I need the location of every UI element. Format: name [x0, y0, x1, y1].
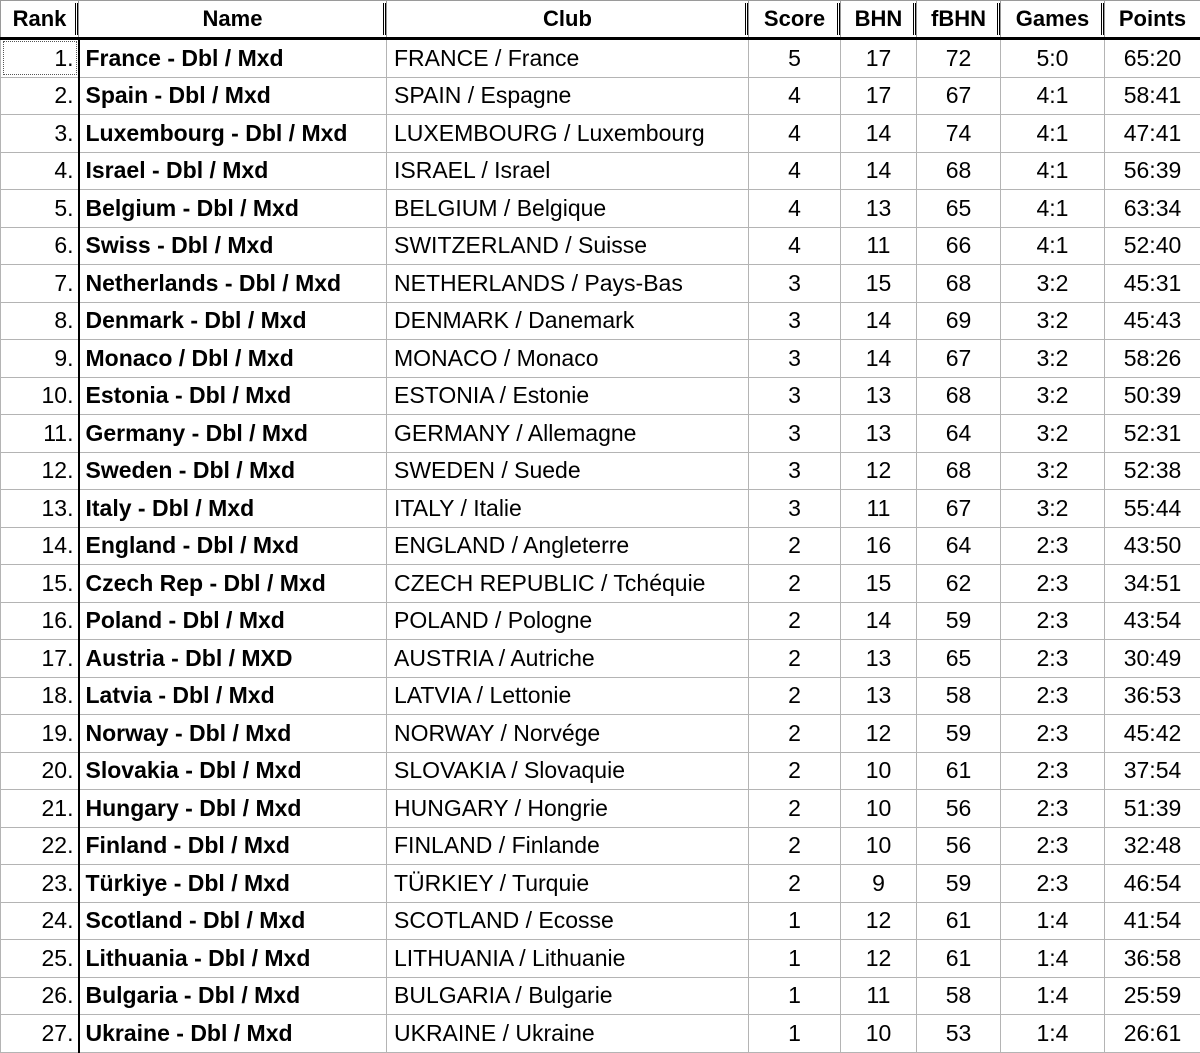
- points-cell[interactable]: 26:61: [1105, 1015, 1200, 1053]
- rank-cell[interactable]: 19.: [1, 715, 79, 753]
- name-cell[interactable]: Estonia - Dbl / Mxd: [79, 377, 387, 415]
- table-row: [1, 527, 1200, 565]
- rank-cell[interactable]: 17.: [1, 640, 79, 678]
- rank-cell[interactable]: 24.: [1, 902, 79, 940]
- rank-cell[interactable]: 2.: [1, 77, 79, 115]
- name-cell[interactable]: Austria - Dbl / MXD: [79, 640, 387, 678]
- name-cell[interactable]: Israel - Dbl / Mxd: [79, 152, 387, 190]
- games-cell[interactable]: 3:2: [1001, 340, 1105, 378]
- rank-cell[interactable]: 14.: [1, 527, 79, 565]
- club-cell[interactable]: DENMARK / Danemark: [387, 302, 749, 340]
- score-cell[interactable]: 2: [749, 827, 841, 865]
- bhn-cell[interactable]: 12: [841, 452, 917, 490]
- table-row: [1, 865, 1200, 903]
- fbhn-cell[interactable]: 61: [917, 940, 1001, 978]
- bhn-cell[interactable]: 11: [841, 977, 917, 1015]
- bhn-cell[interactable]: 14: [841, 340, 917, 378]
- name-cell[interactable]: Lithuania - Dbl / Mxd: [79, 940, 387, 978]
- name-cell[interactable]: Türkiye - Dbl / Mxd: [79, 865, 387, 903]
- club-cell[interactable]: CZECH REPUBLIC / Tchéquie: [387, 565, 749, 603]
- table-body: [1, 39, 1200, 1053]
- score-cell[interactable]: 2: [749, 677, 841, 715]
- score-cell[interactable]: 1: [749, 902, 841, 940]
- bhn-cell[interactable]: 13: [841, 377, 917, 415]
- table-row: [1, 602, 1200, 640]
- rank-cell[interactable]: 12.: [1, 452, 79, 490]
- rank-cell[interactable]: 25.: [1, 940, 79, 978]
- bhn-cell[interactable]: 14: [841, 602, 917, 640]
- games-cell[interactable]: 4:1: [1001, 190, 1105, 228]
- score-cell[interactable]: 1: [749, 977, 841, 1015]
- column-header-games[interactable]: Games: [1001, 1, 1105, 39]
- table-row: [1, 302, 1200, 340]
- points-cell[interactable]: 47:41: [1105, 115, 1200, 153]
- table-row: [1, 77, 1200, 115]
- bhn-cell[interactable]: 13: [841, 415, 917, 453]
- games-cell[interactable]: 1:4: [1001, 902, 1105, 940]
- club-cell[interactable]: NETHERLANDS / Pays-Bas: [387, 265, 749, 303]
- name-cell[interactable]: Germany - Dbl / Mxd: [79, 415, 387, 453]
- club-cell[interactable]: FINLAND / Finlande: [387, 827, 749, 865]
- table-row: [1, 377, 1200, 415]
- games-cell[interactable]: 4:1: [1001, 77, 1105, 115]
- bhn-cell[interactable]: 11: [841, 227, 917, 265]
- score-cell[interactable]: 3: [749, 377, 841, 415]
- table-row: [1, 340, 1200, 378]
- club-cell[interactable]: NORWAY / Norvége: [387, 715, 749, 753]
- games-cell[interactable]: 2:3: [1001, 790, 1105, 828]
- name-cell[interactable]: Finland - Dbl / Mxd: [79, 827, 387, 865]
- bhn-cell[interactable]: 16: [841, 527, 917, 565]
- fbhn-cell[interactable]: 56: [917, 790, 1001, 828]
- column-header-points[interactable]: Points: [1105, 1, 1200, 39]
- score-cell[interactable]: 2: [749, 715, 841, 753]
- club-cell[interactable]: BELGIUM / Belgique: [387, 190, 749, 228]
- fbhn-cell[interactable]: 59: [917, 602, 1001, 640]
- points-cell[interactable]: 37:54: [1105, 752, 1200, 790]
- fbhn-cell[interactable]: 67: [917, 77, 1001, 115]
- score-cell[interactable]: 4: [749, 115, 841, 153]
- points-cell[interactable]: 43:54: [1105, 602, 1200, 640]
- name-cell[interactable]: Norway - Dbl / Mxd: [79, 715, 387, 753]
- table-row: [1, 115, 1200, 153]
- fbhn-cell[interactable]: 72: [917, 39, 1001, 78]
- club-cell[interactable]: HUNGARY / Hongrie: [387, 790, 749, 828]
- club-cell[interactable]: AUSTRIA / Autriche: [387, 640, 749, 678]
- table-row: [1, 715, 1200, 753]
- rank-cell[interactable]: 10.: [1, 377, 79, 415]
- games-cell[interactable]: 4:1: [1001, 227, 1105, 265]
- name-cell[interactable]: Poland - Dbl / Mxd: [79, 602, 387, 640]
- points-cell[interactable]: 55:44: [1105, 490, 1200, 528]
- fbhn-cell[interactable]: 67: [917, 490, 1001, 528]
- games-cell[interactable]: 2:3: [1001, 752, 1105, 790]
- score-cell[interactable]: 2: [749, 865, 841, 903]
- games-cell[interactable]: 4:1: [1001, 115, 1105, 153]
- table-row: [1, 490, 1200, 528]
- rank-cell[interactable]: 16.: [1, 602, 79, 640]
- score-cell[interactable]: 1: [749, 1015, 841, 1053]
- score-cell[interactable]: 2: [749, 602, 841, 640]
- fbhn-cell[interactable]: 59: [917, 865, 1001, 903]
- rank-cell[interactable]: 18.: [1, 677, 79, 715]
- score-cell[interactable]: 3: [749, 490, 841, 528]
- rank-cell[interactable]: 8.: [1, 302, 79, 340]
- points-cell[interactable]: 50:39: [1105, 377, 1200, 415]
- club-cell[interactable]: SPAIN / Espagne: [387, 77, 749, 115]
- club-cell[interactable]: ENGLAND / Angleterre: [387, 527, 749, 565]
- points-cell[interactable]: 45:31: [1105, 265, 1200, 303]
- bhn-cell[interactable]: 10: [841, 790, 917, 828]
- club-cell[interactable]: SCOTLAND / Ecosse: [387, 902, 749, 940]
- name-cell[interactable]: Netherlands - Dbl / Mxd: [79, 265, 387, 303]
- bhn-cell[interactable]: 15: [841, 565, 917, 603]
- bhn-cell[interactable]: 10: [841, 752, 917, 790]
- fbhn-cell[interactable]: 67: [917, 340, 1001, 378]
- score-cell[interactable]: 3: [749, 415, 841, 453]
- fbhn-cell[interactable]: 64: [917, 415, 1001, 453]
- fbhn-cell[interactable]: 68: [917, 452, 1001, 490]
- fbhn-cell[interactable]: 65: [917, 640, 1001, 678]
- club-cell[interactable]: SWITZERLAND / Suisse: [387, 227, 749, 265]
- rank-cell[interactable]: 7.: [1, 265, 79, 303]
- bhn-cell[interactable]: 11: [841, 490, 917, 528]
- points-cell[interactable]: 45:42: [1105, 715, 1200, 753]
- bhn-cell[interactable]: 10: [841, 827, 917, 865]
- games-cell[interactable]: 2:3: [1001, 827, 1105, 865]
- fbhn-cell[interactable]: 69: [917, 302, 1001, 340]
- name-cell[interactable]: Bulgaria - Dbl / Mxd: [79, 977, 387, 1015]
- games-cell[interactable]: 2:3: [1001, 565, 1105, 603]
- score-cell[interactable]: 2: [749, 752, 841, 790]
- points-cell[interactable]: 52:40: [1105, 227, 1200, 265]
- table-row: [1, 190, 1200, 228]
- score-cell[interactable]: 2: [749, 527, 841, 565]
- games-cell[interactable]: 1:4: [1001, 977, 1105, 1015]
- score-cell[interactable]: 4: [749, 227, 841, 265]
- table-row: [1, 827, 1200, 865]
- bhn-cell[interactable]: 14: [841, 115, 917, 153]
- fbhn-cell[interactable]: 74: [917, 115, 1001, 153]
- score-cell[interactable]: 4: [749, 190, 841, 228]
- games-cell[interactable]: 1:4: [1001, 1015, 1105, 1053]
- rank-cell[interactable]: 13.: [1, 490, 79, 528]
- table-row: [1, 152, 1200, 190]
- score-cell[interactable]: 1: [749, 940, 841, 978]
- score-cell[interactable]: 4: [749, 152, 841, 190]
- points-cell[interactable]: 52:38: [1105, 452, 1200, 490]
- games-cell[interactable]: 3:2: [1001, 415, 1105, 453]
- club-cell[interactable]: FRANCE / France: [387, 39, 749, 78]
- points-cell[interactable]: 30:49: [1105, 640, 1200, 678]
- column-header-fbhn[interactable]: fBHN: [917, 1, 1001, 39]
- rank-cell[interactable]: 15.: [1, 565, 79, 603]
- rank-cell[interactable]: 1.: [1, 39, 79, 78]
- fbhn-cell[interactable]: 68: [917, 265, 1001, 303]
- club-cell[interactable]: LATVIA / Lettonie: [387, 677, 749, 715]
- score-cell[interactable]: 3: [749, 340, 841, 378]
- score-cell[interactable]: 3: [749, 265, 841, 303]
- bhn-cell[interactable]: 10: [841, 1015, 917, 1053]
- rank-cell[interactable]: 26.: [1, 977, 79, 1015]
- points-cell[interactable]: 43:50: [1105, 527, 1200, 565]
- bhn-cell[interactable]: 12: [841, 902, 917, 940]
- column-header-score[interactable]: Score: [749, 1, 841, 39]
- bhn-cell[interactable]: 15: [841, 265, 917, 303]
- score-cell[interactable]: 3: [749, 452, 841, 490]
- name-cell[interactable]: Ukraine - Dbl / Mxd: [79, 1015, 387, 1053]
- club-cell[interactable]: MONACO / Monaco: [387, 340, 749, 378]
- rank-cell[interactable]: 23.: [1, 865, 79, 903]
- fbhn-cell[interactable]: 53: [917, 1015, 1001, 1053]
- name-cell[interactable]: Sweden - Dbl / Mxd: [79, 452, 387, 490]
- bhn-cell[interactable]: 14: [841, 302, 917, 340]
- table-row: [1, 677, 1200, 715]
- games-cell[interactable]: 2:3: [1001, 865, 1105, 903]
- rank-cell[interactable]: 27.: [1, 1015, 79, 1053]
- points-cell[interactable]: 65:20: [1105, 39, 1200, 78]
- rank-cell[interactable]: 4.: [1, 152, 79, 190]
- points-cell[interactable]: 58:41: [1105, 77, 1200, 115]
- score-cell[interactable]: 4: [749, 77, 841, 115]
- rank-cell[interactable]: 3.: [1, 115, 79, 153]
- games-cell[interactable]: 2:3: [1001, 640, 1105, 678]
- club-cell[interactable]: BULGARIA / Bulgarie: [387, 977, 749, 1015]
- points-cell[interactable]: 46:54: [1105, 865, 1200, 903]
- points-cell[interactable]: 63:34: [1105, 190, 1200, 228]
- fbhn-cell[interactable]: 59: [917, 715, 1001, 753]
- name-cell[interactable]: Monaco / Dbl / Mxd: [79, 340, 387, 378]
- fbhn-cell[interactable]: 66: [917, 227, 1001, 265]
- points-cell[interactable]: 41:54: [1105, 902, 1200, 940]
- name-cell[interactable]: Swiss - Dbl / Mxd: [79, 227, 387, 265]
- table-row: [1, 790, 1200, 828]
- table-row: [1, 940, 1200, 978]
- table-row: [1, 752, 1200, 790]
- points-cell[interactable]: 45:43: [1105, 302, 1200, 340]
- table-row: [1, 39, 1200, 78]
- score-cell[interactable]: 2: [749, 640, 841, 678]
- table-row: [1, 902, 1200, 940]
- points-cell[interactable]: 56:39: [1105, 152, 1200, 190]
- column-header-club[interactable]: Club: [387, 1, 749, 39]
- club-cell[interactable]: SWEDEN / Suede: [387, 452, 749, 490]
- club-cell[interactable]: ESTONIA / Estonie: [387, 377, 749, 415]
- rank-cell[interactable]: 20.: [1, 752, 79, 790]
- fbhn-cell[interactable]: 61: [917, 752, 1001, 790]
- club-cell[interactable]: LUXEMBOURG / Luxembourg: [387, 115, 749, 153]
- name-cell[interactable]: France - Dbl / Mxd: [79, 39, 387, 78]
- table-row: [1, 415, 1200, 453]
- games-cell[interactable]: 2:3: [1001, 677, 1105, 715]
- column-header-rank[interactable]: Rank: [1, 1, 79, 39]
- name-cell[interactable]: England - Dbl / Mxd: [79, 527, 387, 565]
- score-cell[interactable]: 2: [749, 565, 841, 603]
- bhn-cell[interactable]: 12: [841, 940, 917, 978]
- score-cell[interactable]: 3: [749, 302, 841, 340]
- fbhn-cell[interactable]: 68: [917, 152, 1001, 190]
- bhn-cell[interactable]: 17: [841, 39, 917, 78]
- fbhn-cell[interactable]: 62: [917, 565, 1001, 603]
- rank-cell[interactable]: 21.: [1, 790, 79, 828]
- club-cell[interactable]: UKRAINE / Ukraine: [387, 1015, 749, 1053]
- rank-cell[interactable]: 22.: [1, 827, 79, 865]
- bhn-cell[interactable]: 14: [841, 152, 917, 190]
- points-cell[interactable]: 58:26: [1105, 340, 1200, 378]
- club-cell[interactable]: TÜRKIEY / Turquie: [387, 865, 749, 903]
- table-row: [1, 1015, 1200, 1053]
- name-cell[interactable]: Czech Rep - Dbl / Mxd: [79, 565, 387, 603]
- games-cell[interactable]: 3:2: [1001, 490, 1105, 528]
- club-cell[interactable]: SLOVAKIA / Slovaquie: [387, 752, 749, 790]
- table-row: [1, 265, 1200, 303]
- rank-cell[interactable]: 6.: [1, 227, 79, 265]
- name-cell[interactable]: Spain - Dbl / Mxd: [79, 77, 387, 115]
- rank-cell[interactable]: 9.: [1, 340, 79, 378]
- bhn-cell[interactable]: 9: [841, 865, 917, 903]
- games-cell[interactable]: 3:2: [1001, 452, 1105, 490]
- bhn-cell[interactable]: 13: [841, 677, 917, 715]
- column-header-bhn[interactable]: BHN: [841, 1, 917, 39]
- fbhn-cell[interactable]: 68: [917, 377, 1001, 415]
- club-cell[interactable]: LITHUANIA / Lithuanie: [387, 940, 749, 978]
- bhn-cell[interactable]: 13: [841, 640, 917, 678]
- points-cell[interactable]: 25:59: [1105, 977, 1200, 1015]
- score-cell[interactable]: 2: [749, 790, 841, 828]
- bhn-cell[interactable]: 13: [841, 190, 917, 228]
- games-cell[interactable]: 2:3: [1001, 715, 1105, 753]
- table-row: [1, 452, 1200, 490]
- games-cell[interactable]: 3:2: [1001, 302, 1105, 340]
- name-cell[interactable]: Denmark - Dbl / Mxd: [79, 302, 387, 340]
- table-row: [1, 565, 1200, 603]
- rank-cell[interactable]: 11.: [1, 415, 79, 453]
- table-row: [1, 977, 1200, 1015]
- points-cell[interactable]: 32:48: [1105, 827, 1200, 865]
- points-cell[interactable]: 36:53: [1105, 677, 1200, 715]
- points-cell[interactable]: 51:39: [1105, 790, 1200, 828]
- points-cell[interactable]: 34:51: [1105, 565, 1200, 603]
- games-cell[interactable]: 2:3: [1001, 602, 1105, 640]
- games-cell[interactable]: 3:2: [1001, 265, 1105, 303]
- games-cell[interactable]: 4:1: [1001, 152, 1105, 190]
- club-cell[interactable]: ISRAEL / Israel: [387, 152, 749, 190]
- column-header-name[interactable]: Name: [79, 1, 387, 39]
- points-cell[interactable]: 36:58: [1105, 940, 1200, 978]
- club-cell[interactable]: POLAND / Pologne: [387, 602, 749, 640]
- name-cell[interactable]: Luxembourg - Dbl / Mxd: [79, 115, 387, 153]
- games-cell[interactable]: 3:2: [1001, 377, 1105, 415]
- fbhn-cell[interactable]: 64: [917, 527, 1001, 565]
- name-cell[interactable]: Scotland - Dbl / Mxd: [79, 902, 387, 940]
- fbhn-cell[interactable]: 58: [917, 677, 1001, 715]
- header-row: [1, 1, 1200, 39]
- name-cell[interactable]: Hungary - Dbl / Mxd: [79, 790, 387, 828]
- games-cell[interactable]: 5:0: [1001, 39, 1105, 78]
- name-cell[interactable]: Italy - Dbl / Mxd: [79, 490, 387, 528]
- score-cell[interactable]: 5: [749, 39, 841, 78]
- games-cell[interactable]: 1:4: [1001, 940, 1105, 978]
- club-cell[interactable]: ITALY / Italie: [387, 490, 749, 528]
- points-cell[interactable]: 52:31: [1105, 415, 1200, 453]
- table-row: [1, 227, 1200, 265]
- fbhn-cell[interactable]: 65: [917, 190, 1001, 228]
- rank-cell[interactable]: 5.: [1, 190, 79, 228]
- bhn-cell[interactable]: 17: [841, 77, 917, 115]
- name-cell[interactable]: Latvia - Dbl / Mxd: [79, 677, 387, 715]
- fbhn-cell[interactable]: 56: [917, 827, 1001, 865]
- name-cell[interactable]: Belgium - Dbl / Mxd: [79, 190, 387, 228]
- name-cell[interactable]: Slovakia - Dbl / Mxd: [79, 752, 387, 790]
- bhn-cell[interactable]: 12: [841, 715, 917, 753]
- games-cell[interactable]: 2:3: [1001, 527, 1105, 565]
- fbhn-cell[interactable]: 61: [917, 902, 1001, 940]
- fbhn-cell[interactable]: 58: [917, 977, 1001, 1015]
- club-cell[interactable]: GERMANY / Allemagne: [387, 415, 749, 453]
- table-row: [1, 640, 1200, 678]
